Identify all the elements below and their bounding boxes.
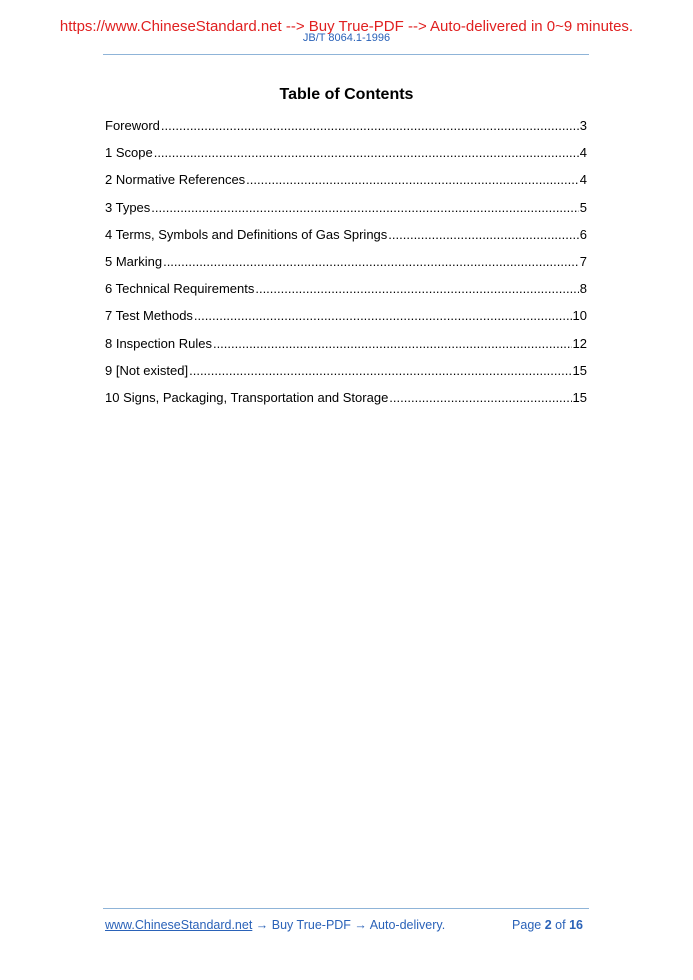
toc-entry-page: 15 <box>572 362 587 378</box>
toc-list <box>105 117 587 416</box>
toc-leader-dots <box>163 253 579 271</box>
toc-leader-dots <box>213 335 572 353</box>
toc-entry-label: Foreword <box>105 118 160 133</box>
toc-entry-foreword[interactable] <box>105 117 587 144</box>
toc-entry-normative-references[interactable] <box>105 171 587 198</box>
footer-divider <box>103 908 589 909</box>
document-code: JB/T 8064.1-1996 <box>302 32 391 44</box>
of-word: of <box>555 918 566 932</box>
toc-entry-signs-packaging[interactable] <box>105 389 587 416</box>
toc-entry-types[interactable] <box>105 199 587 226</box>
toc-entry-scope[interactable] <box>105 144 587 171</box>
toc-entry-page: 12 <box>572 335 587 351</box>
toc-entry-page: 4 <box>579 172 587 188</box>
footer-tagline: → Buy True-PDF → Auto-delivery. <box>252 918 446 932</box>
toc-entry-label: 3 Types <box>105 199 151 215</box>
toc-leader-dots <box>255 280 578 298</box>
toc-entry-label: 5 Marking <box>105 253 163 269</box>
toc-entry-label: 10 Signs, Packaging, Transportation and Storage <box>105 389 389 405</box>
header-divider <box>103 54 589 55</box>
toc-entry-page: 3 <box>579 118 587 133</box>
toc-leader-dots <box>154 144 579 162</box>
toc-entry-page: 6 <box>579 226 587 242</box>
toc-leader-dots <box>189 362 571 380</box>
toc-entry-label: 2 Normative References <box>105 172 246 188</box>
toc-entry-page: 4 <box>579 145 587 161</box>
toc-entry-label: 1 Scope <box>105 145 153 161</box>
toc-title: Table of Contents <box>279 86 414 103</box>
toc-entry-page: 7 <box>579 253 587 269</box>
total-pages-number: 16 <box>569 918 583 932</box>
toc-entry-page: 8 <box>579 281 587 297</box>
toc-entry-technical-requirements[interactable] <box>105 280 587 307</box>
toc-entry-label: 6 Technical Requirements <box>105 281 255 297</box>
toc-entry-page: 15 <box>572 389 587 405</box>
toc-entry-page: 10 <box>572 308 587 324</box>
page-indicator <box>512 918 583 932</box>
footer-site-link[interactable]: www.ChineseStandard.net <box>105 918 253 932</box>
toc-entry-marking[interactable] <box>105 253 587 280</box>
toc-entry-test-methods[interactable] <box>105 307 587 334</box>
toc-leader-dots <box>389 389 571 407</box>
toc-leader-dots <box>151 199 578 217</box>
toc-leader-dots <box>388 226 578 244</box>
toc-entry-label: 7 Test Methods <box>105 308 193 324</box>
toc-entry-page: 5 <box>579 199 587 215</box>
footer-promo <box>105 918 445 932</box>
toc-entry-label: 4 Terms, Symbols and Definitions of Gas Springs <box>105 226 388 242</box>
download-banner[interactable]: https://www.ChineseStandard.net --> Buy True-PDF --> Auto-delivered in 0~9 minutes. <box>59 18 634 35</box>
current-page-number: 2 <box>544 918 552 932</box>
toc-leader-dots <box>246 171 579 189</box>
toc-entry-terms-symbols[interactable] <box>105 226 587 253</box>
toc-entry-not-existed[interactable] <box>105 362 587 389</box>
toc-entry-inspection-rules[interactable] <box>105 335 587 362</box>
page-word: Page <box>512 918 542 932</box>
toc-entry-label: 8 Inspection Rules <box>105 335 212 351</box>
toc-leader-dots <box>194 307 572 325</box>
toc-entry-label: 9 [Not existed] <box>105 362 189 378</box>
toc-leader-dots <box>161 117 579 135</box>
